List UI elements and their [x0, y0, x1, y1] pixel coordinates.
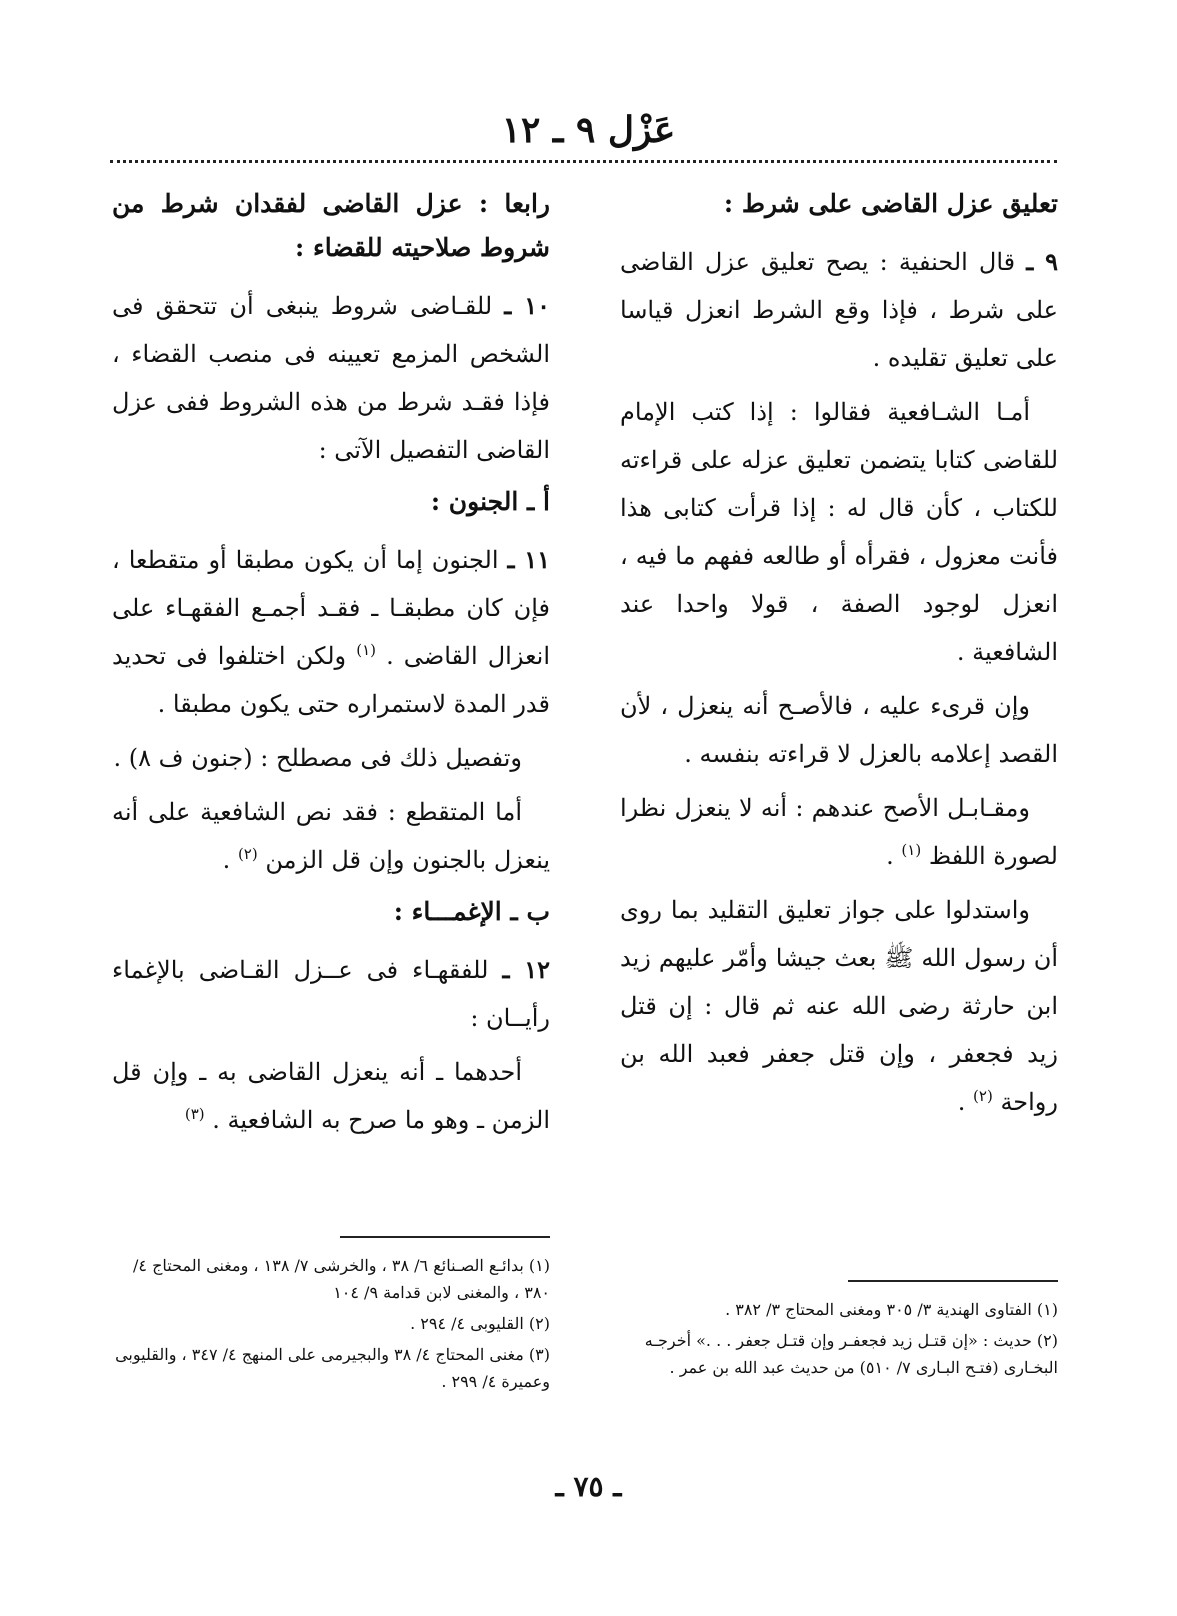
- paragraph-text: للفقهـاء فى عــزل القـاضى بالإغماء رأيــان :: [112, 956, 550, 1032]
- paragraph-text-continued: ولكن اختلفوا فى تحديد قدر المدة لاستمراره حتى يكون مطبقا .: [112, 642, 550, 718]
- footnote-item: (١) بدائـع الصـنائع ٦/ ٣٨ ، والخرشى ٧/ ١٣٨ ، ومغنى المحتاج ٤/ ٣٨٠ ، والمغنى لابن قدامة ٩/ ١٠٤: [133, 1256, 550, 1302]
- paragraph-9: [620, 238, 1058, 382]
- footnote-divider: [340, 1236, 550, 1238]
- paragraph-text: ومقـابـل الأصح عندهم : أنه لا ينعزل نظرا لصورة اللفظ: [620, 794, 1058, 870]
- footnote-reference: (١): [356, 641, 376, 659]
- paragraph-number: ١١ ـ: [507, 545, 550, 574]
- paragraph-end: .: [957, 1088, 966, 1116]
- paragraph-end: .: [222, 846, 231, 874]
- section-heading-loss-of-condition: رابعا : عزل القاضى لفقدان شرط من شروط صلاحيته للقضاء :: [112, 189, 550, 262]
- footnote-reference: (٢): [973, 1087, 993, 1105]
- subheading-fainting: ب ـ الإغمـــاء :: [393, 897, 550, 926]
- paragraph-number: ٩ ـ: [1026, 247, 1058, 276]
- paragraph-text: أمـا الشـافعية فقالوا : إذا كتب الإمام للقاضى كتابا يتضمن تعليق عزله على قراءته للكتاب ، كأن قال له : إذا قرأت كتابى هذا فأنت معزول ، فقرأه أو طالعه ففهم ما فيه ، انعزل لوجود الصفة ، قولا واحدا عند الشافعية .: [620, 398, 1058, 666]
- paragraph-10: [112, 282, 550, 474]
- footnote-item: (٢) القليوبى ٤/ ٢٩٤ .: [410, 1314, 550, 1333]
- paragraph-intermittent: [112, 788, 550, 884]
- paragraph-recited: [620, 682, 1058, 778]
- right-column: [620, 182, 1058, 1132]
- footnote-item: (٣) مغنى المحتاج ٤/ ٣٨ والبجيرمى على المنهج ٤/ ٣٤٧ ، والقليوبى وعميرة ٤/ ٢٩٩ .: [115, 1345, 550, 1391]
- paragraph-evidence: [620, 886, 1058, 1126]
- paragraph-text: قال الحنفية : يصح تعليق عزل القاضى على شرط ، فإذا وقع الشرط انعزل قياسا على تعليق تقليده .: [620, 248, 1058, 372]
- footnote-divider: [848, 1280, 1058, 1282]
- paragraph-text: أحدهما ـ أنه ينعزل القاضى به ـ وإن قل الزمن ـ وهو ما صرح به الشافعية .: [112, 1058, 550, 1134]
- paragraph-text: للقـاضى شروط ينبغى أن تتحقق فى الشخص المزمع تعيينه فى منصب القضاء ، فإذا فقـد شرط من هذه الشروط ففى عزل القاضى التفصيل الآتى :: [112, 292, 550, 464]
- paragraph-text: واستدلوا على جواز تعليق التقليد بما روى أن رسول الله ﷺ بعث جيشا وأمّر عليهم زيد ابن حارثة رضى الله عنه ثم قال : إن قتل زيد فجعفر ، وإن قتل جعفر فعبد الله بن رواحة: [620, 896, 1058, 1116]
- paragraph-shafii: [620, 388, 1058, 676]
- paragraph-text: وإن قرىء عليه ، فالأصـح أنه ينعزل ، لأن القصد إعلامه بالعزل لا قراءته بنفسه .: [620, 692, 1058, 768]
- subheading-insanity: أ ـ الجنون :: [430, 487, 550, 516]
- footnotes-left: [112, 1236, 550, 1399]
- paragraph-11: [112, 536, 550, 728]
- paragraph-first-opinion: [112, 1048, 550, 1144]
- section-heading-conditional-dismissal: تعليق عزل القاضى على شرط :: [723, 189, 1058, 218]
- header-divider: [110, 160, 1057, 163]
- page-title: عَزْل ٩ ـ ١٢: [501, 109, 676, 151]
- page-number: ـ ٧٥ ـ: [555, 1470, 622, 1503]
- footnote-item: (١) الفتاوى الهندية ٣/ ٣٠٥ ومغنى المحتاج ٣/ ٣٨٢ .: [725, 1300, 1058, 1319]
- paragraph-opposing-view: [620, 784, 1058, 880]
- footnote-item: (٢) حديث : «إن قتـل زيد فجعفـر وإن قتـل جعفر . . .» أخرجـه البخـارى (فتـح البـارى ٧/ ٥١٠) من حديث عبد الله بن عمر .: [644, 1331, 1058, 1377]
- paragraph-text: أما المتقطع : فقد نص الشافعية على أنه ينعزل بالجنون وإن قل الزمن: [112, 798, 550, 874]
- footnote-reference: (٣): [184, 1105, 205, 1123]
- paragraph-text: وتفصيل ذلك فى مصطلح : (جنون ف ٨) .: [113, 744, 522, 772]
- paragraph-end: .: [886, 842, 894, 870]
- footnote-reference: (١): [901, 841, 922, 859]
- paragraph-text: الجنون إما أن يكون مطبقا أو متقطعا ، فإن كان مطبقـا ـ فقـد أجمـع الفقهـاء على انعزال القاضى .: [112, 546, 550, 670]
- paragraph-cross-reference: [112, 734, 550, 782]
- left-column: [112, 182, 550, 1150]
- paragraph-number: ١٠ ـ: [504, 291, 550, 320]
- footnotes-right: [620, 1280, 1058, 1385]
- footnote-reference: (٢): [237, 845, 258, 863]
- paragraph-number: ١٢ ـ: [502, 955, 550, 984]
- paragraph-12: [112, 946, 550, 1042]
